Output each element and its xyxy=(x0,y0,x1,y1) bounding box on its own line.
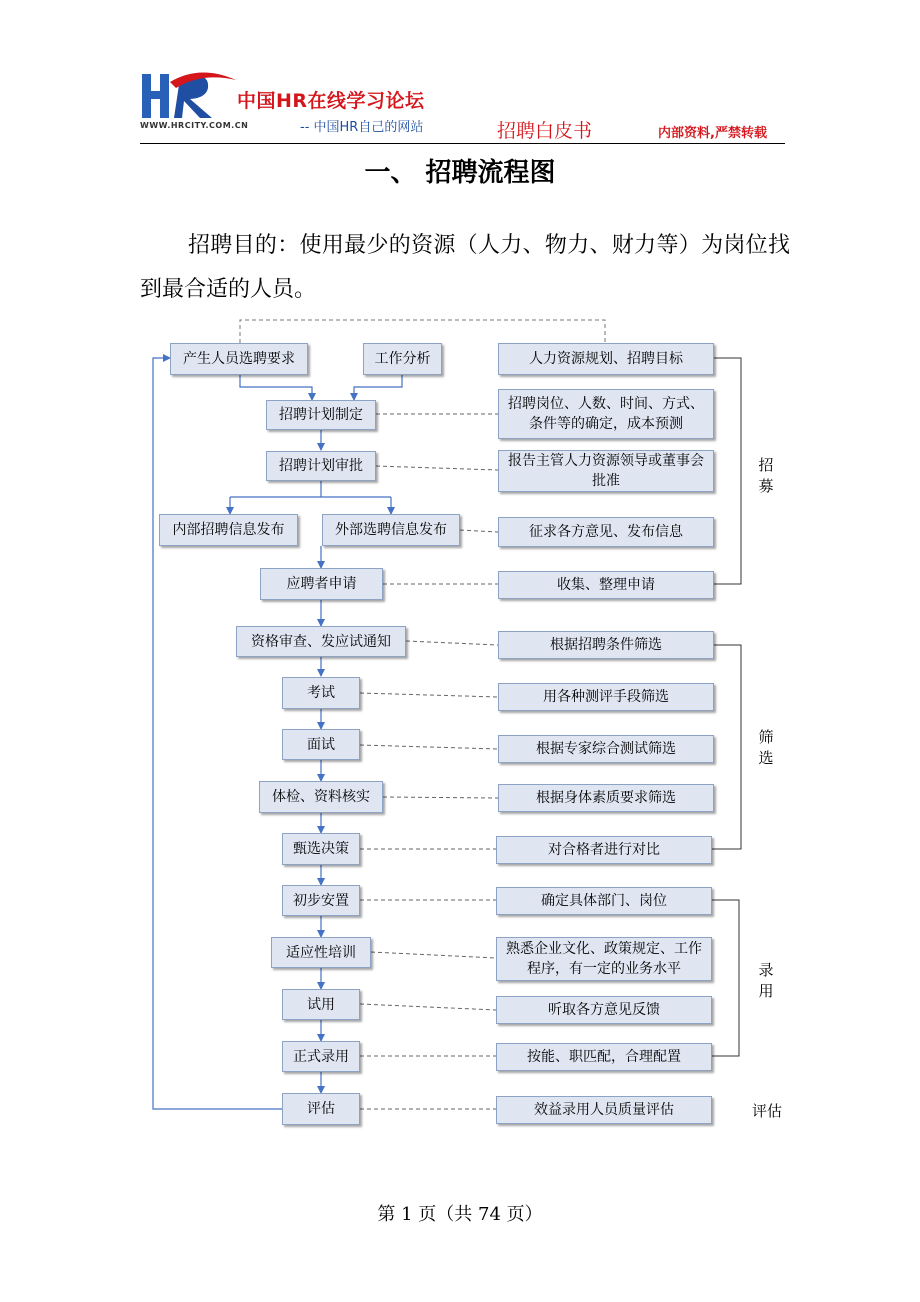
step-approve: 招聘计划审批 xyxy=(266,451,376,481)
step-screen: 资格审查、发应试通知 xyxy=(236,626,406,657)
step-adapt: 适应性培训 xyxy=(271,937,371,968)
phase-recruit: 招募 xyxy=(758,456,774,495)
note-exam: 用各种测评手段筛选 xyxy=(498,683,714,711)
note-apply: 收集、整理申请 xyxy=(498,571,714,599)
intro-paragraph: 招聘目的：使用最少的资源（人力、物力、财力等）为岗位找到最合适的人员。 xyxy=(140,233,790,302)
step-place: 初步安置 xyxy=(282,885,360,916)
note-publish: 征求各方意见、发布信息 xyxy=(498,517,714,547)
step-demand: 产生人员选聘要求 xyxy=(170,343,308,375)
step-interview: 面试 xyxy=(282,729,360,760)
step-exam: 考试 xyxy=(282,677,360,709)
note-interview: 根据专家综合测试筛选 xyxy=(498,735,714,763)
note-hr-planning: 人力资源规划、招聘目标 xyxy=(498,343,714,375)
step-check: 体检、资料核实 xyxy=(259,781,383,813)
note-place: 确定具体部门、岗位 xyxy=(496,887,712,915)
phase-employ: 录用 xyxy=(758,961,774,1000)
step-plan: 招聘计划制定 xyxy=(266,400,376,430)
note-decide: 对合格者进行对比 xyxy=(496,836,712,864)
step-apply: 应聘者申请 xyxy=(260,568,383,600)
note-adapt: 熟悉企业文化、政策规定、工作程序，有一定的业务水平 xyxy=(496,937,712,981)
note-hire: 按能、职匹配，合理配置 xyxy=(496,1043,712,1071)
note-screen: 根据招聘条件筛选 xyxy=(498,631,714,659)
logo-slogan: -- 中国HR自己的网站 xyxy=(300,120,424,135)
confidential-note: 内部资料,严禁转载 xyxy=(658,126,767,141)
note-check: 根据身体素质要求筛选 xyxy=(498,784,714,812)
note-evaluate: 效益录用人员质量评估 xyxy=(496,1096,712,1124)
section-title: 一、 招聘流程图 xyxy=(364,158,556,188)
note-approve: 报告主管人力资源领导或董事会批准 xyxy=(498,450,714,492)
step-hire: 正式录用 xyxy=(282,1041,360,1072)
logo-name: 中国HR在线学习论坛 xyxy=(237,90,425,112)
phase-select: 筛选 xyxy=(758,728,774,767)
step-trial: 试用 xyxy=(282,989,360,1020)
step-decide: 甄选决策 xyxy=(282,833,360,865)
step-evaluate: 评估 xyxy=(282,1093,360,1125)
phase-evaluate: 评估 xyxy=(752,1102,783,1120)
step-job-analysis: 工作分析 xyxy=(363,343,442,375)
page-footer: 第 1 页（共 74 页） xyxy=(377,1204,543,1225)
logo-site-url: WWW.HRCITY.COM.CN xyxy=(140,121,249,130)
document-title: 招聘白皮书 xyxy=(497,120,593,142)
note-trial: 听取各方意见反馈 xyxy=(496,996,712,1024)
step-external-publish: 外部选聘信息发布 xyxy=(322,514,460,546)
step-internal-publish: 内部招聘信息发布 xyxy=(159,514,298,546)
note-plan: 招聘岗位、人数、时间、方式、条件等的确定，成本预测 xyxy=(498,389,714,439)
